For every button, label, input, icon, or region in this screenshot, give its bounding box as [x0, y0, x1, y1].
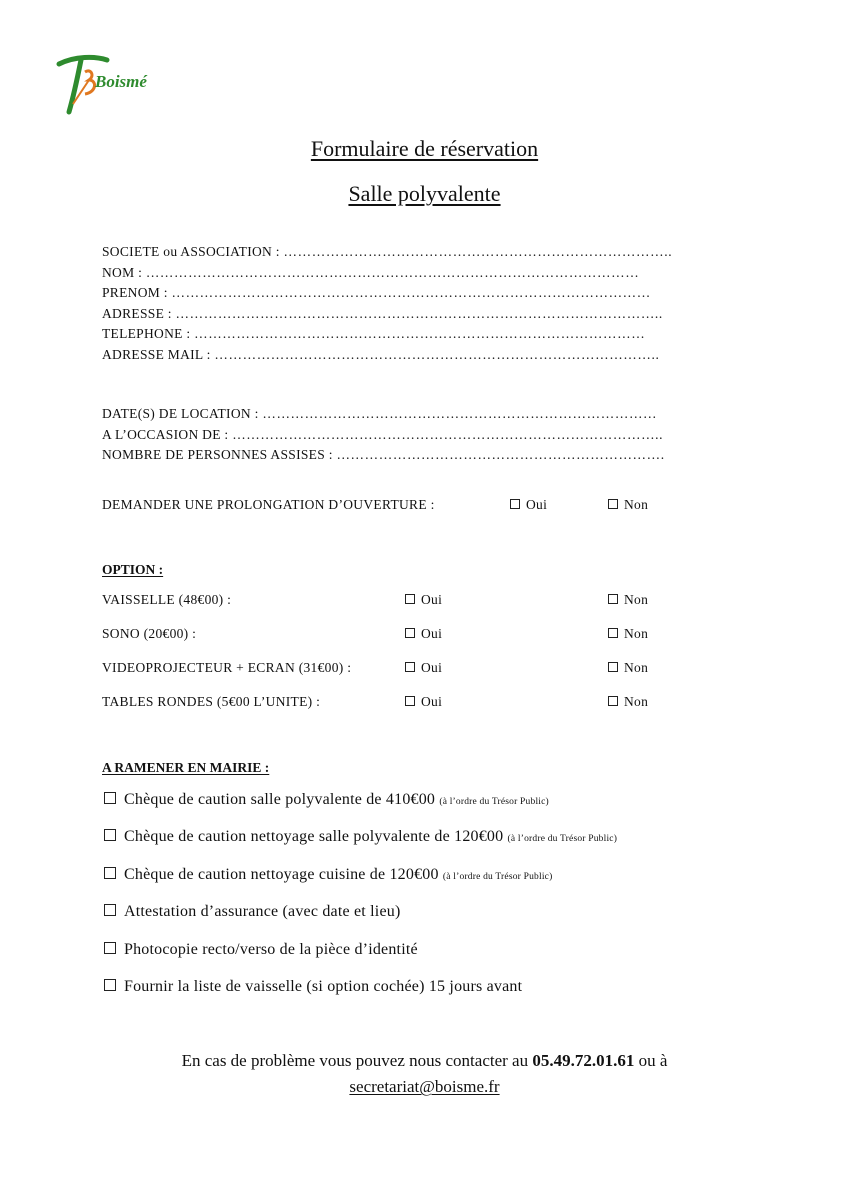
- checkbox-icon: [608, 499, 618, 509]
- checkbox-icon: [104, 904, 116, 916]
- option-sono-oui-checkbox[interactable]: Oui: [405, 626, 442, 642]
- checkbox-icon: [510, 499, 520, 509]
- field-adresse[interactable]: ADRESSE : …………………………………………………………………………………………..: [102, 305, 663, 321]
- option-videoprojecteur-label: VIDEOPROJECTEUR + ECRAN (31€00) :: [102, 660, 352, 675]
- mairie-item-cheque-nettoyage-salle[interactable]: Chèque de caution nettoyage salle polyvalente de 120€00 (à l’ordre du Trésor Public): [104, 828, 617, 846]
- mairie-item-photocopie-identite[interactable]: Photocopie recto/verso de la pièce d’identité: [104, 941, 418, 959]
- field-nombre-personnes[interactable]: NOMBRE DE PERSONNES ASSISES : …………………………………………………………….: [102, 447, 665, 462]
- option-tables-rondes-non-checkbox[interactable]: Non: [608, 694, 648, 710]
- form-title: Formulaire de réservation: [310, 136, 539, 161]
- boisme-logo: [55, 50, 170, 116]
- logo-wordmark: Boismé: [95, 72, 147, 91]
- field-nom[interactable]: NOM : ……………………………………………………………………………………………: [102, 264, 640, 280]
- option-sono-label: SONO (20€00) :: [102, 626, 197, 641]
- option-tables-rondes-label: TABLES RONDES (5€00 L’UNITE) :: [102, 694, 321, 709]
- mairie-item-attestation-assurance[interactable]: Attestation d’assurance (avec date et lieu): [104, 903, 400, 921]
- footer-contact-line: En cas de problème vous pouvez nous contacter au 05.49.72.01.61 ou à: [181, 1051, 668, 1070]
- prolongation-label: DEMANDER UNE PROLONGATION D’OUVERTURE :: [102, 497, 435, 512]
- contact-phone[interactable]: 05.49.72.01.61: [532, 1051, 635, 1070]
- checkbox-icon: [405, 696, 415, 706]
- option-videoprojecteur-non-checkbox[interactable]: Non: [608, 660, 648, 676]
- footer-email-line: [0, 1077, 849, 1097]
- option-sono-non-checkbox[interactable]: Non: [608, 626, 648, 642]
- checkbox-icon: [608, 662, 618, 672]
- field-prenom[interactable]: PRENOM : …………………………………………………………………………………………: [102, 285, 651, 300]
- option-tables-rondes-oui-checkbox[interactable]: Oui: [405, 694, 442, 710]
- checkbox-icon: [405, 628, 415, 638]
- prolongation-oui-checkbox[interactable]: Oui: [510, 497, 547, 513]
- field-occasion[interactable]: A L’OCCASION DE : ………………………………………………………………………………..: [102, 426, 664, 442]
- prolongation-non-checkbox[interactable]: Non: [608, 497, 648, 513]
- checkbox-icon: [104, 792, 116, 804]
- checkbox-icon: [608, 628, 618, 638]
- mairie-item-cheque-nettoyage-cuisine[interactable]: Chèque de caution nettoyage cuisine de 120€00 (à l’ordre du Trésor Public): [104, 866, 552, 884]
- mairie-heading: A RAMENER EN MAIRIE :: [102, 760, 270, 775]
- checkbox-icon: [104, 867, 116, 879]
- mairie-item-cheque-salle[interactable]: Chèque de caution salle polyvalente de 410€00 (à l’ordre du Trésor Public): [104, 791, 549, 809]
- mairie-item-liste-vaisselle[interactable]: Fournir la liste de vaisselle (si option cochée) 15 jours avant: [104, 978, 522, 996]
- contact-fields: [102, 242, 762, 365]
- option-heading: OPTION :: [102, 562, 164, 577]
- checkbox-icon: [104, 829, 116, 841]
- option-vaisselle-non-checkbox[interactable]: Non: [608, 592, 648, 608]
- checkbox-icon: [405, 594, 415, 604]
- checkbox-icon: [608, 696, 618, 706]
- form-subtitle: Salle polyvalente: [348, 181, 501, 206]
- field-telephone[interactable]: TELEPHONE : ……………………………………………………………………………………: [102, 326, 646, 341]
- option-videoprojecteur-oui-checkbox[interactable]: Oui: [405, 660, 442, 676]
- contact-email-link[interactable]: secretariat@boisme.fr: [349, 1077, 500, 1096]
- checkbox-icon: [405, 662, 415, 672]
- field-adresse-mail[interactable]: ADRESSE MAIL : …………………………………………………………………………………..: [102, 346, 660, 362]
- location-fields: [102, 404, 762, 466]
- checkbox-icon: [608, 594, 618, 604]
- field-societe[interactable]: SOCIETE ou ASSOCIATION : ………………………………………………………………………..: [102, 244, 673, 259]
- field-dates-location[interactable]: DATE(S) DE LOCATION : …………………………………………………………………………: [102, 406, 658, 421]
- checkbox-icon: [104, 979, 116, 991]
- option-vaisselle-label: VAISSELLE (48€00) :: [102, 592, 232, 607]
- option-vaisselle-oui-checkbox[interactable]: Oui: [405, 592, 442, 608]
- checkbox-icon: [104, 942, 116, 954]
